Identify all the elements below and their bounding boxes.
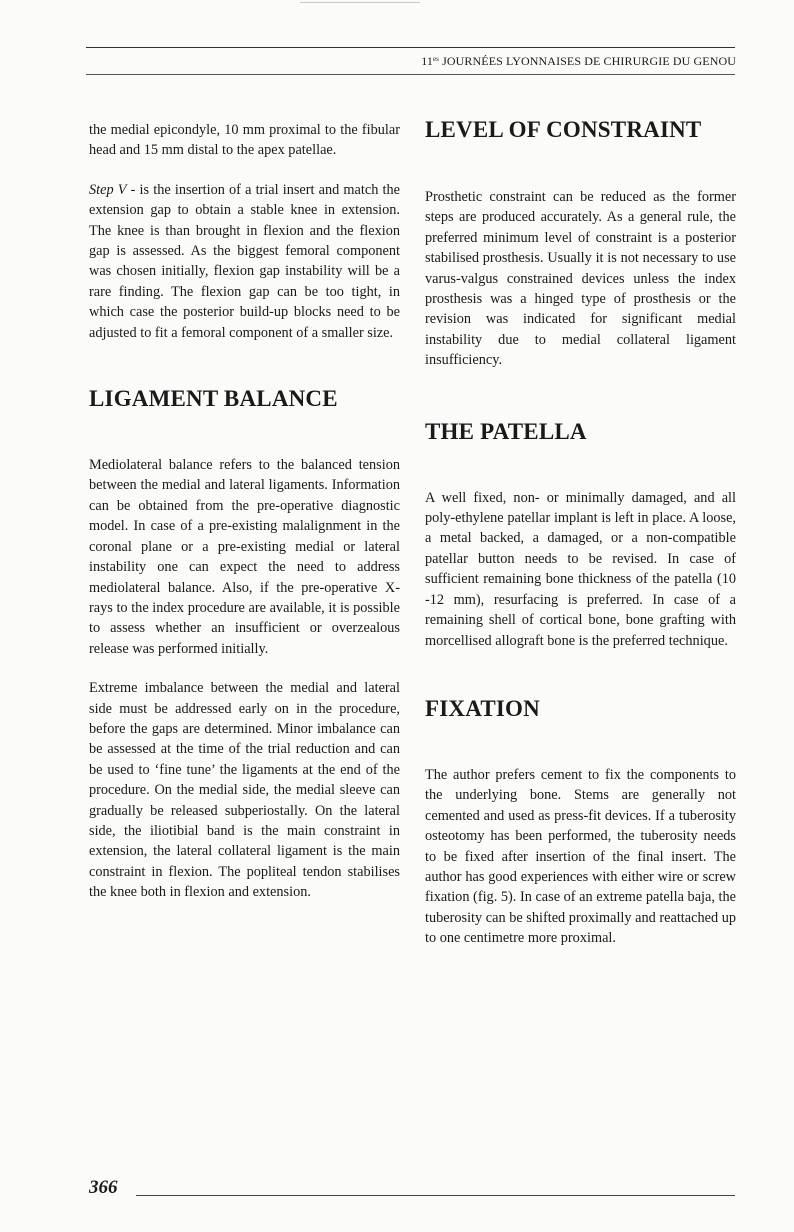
step-v-text: - is the insertion of a trial insert and match the extension gap to obtain a stable knee in extension. The knee is than brought in flexion and the flexion gap is assessed. As the biggest femoral component was chosen initially, flexion gap instability will be a rare finding. The flexion gap can be too tight, in which case the posterior build-up blocks need to be adjusted to fit a femoral component of a smaller size. xyxy=(89,181,400,341)
paragraph-patellar-implant: A well fixed, non- or minimally damaged, and all poly-ethylene patellar implant is left in place. A loose, a metal backed, a damaged, or a non-compatible patellar button needs to be revised. In case of sufficient remaining bone thickness of the patella (10 -12 mm), resurfacing is preferred. In case of a remaining shell of cortical bone, bone grafting with morcellised allograft bone is the preferred technique. xyxy=(425,489,736,649)
header-rule-top xyxy=(86,47,735,48)
heading-fixation: FIXATION xyxy=(425,695,540,721)
paragraph-mediolateral-balance: Mediolateral balance refers to the balanced tension between the medial and lateral ligaments. Information can be obtained from the pre-operative diagnostic model. In case of a pre-existing malalignment in the coronal plane or a pre-existing medial or lateral instability one can expect the need to address mediolateral balance. Also, if the pre-operative X-rays to the index procedure are available, it is possible to assess whether an insufficient or overzealous release was performed initially. xyxy=(89,457,400,657)
left-column xyxy=(89,120,400,903)
paragraph-step-v xyxy=(89,180,400,343)
paragraph-extreme-imbalance: Extreme imbalance between the medial and lateral side must be addressed early on in the procedure, before the gaps are determined. Minor imbalance can be assessed at the time of the trial reduction and can be used to ‘fine tune’ the ligaments at the end of the procedure. On the medial side, the medial sleeve can gradually be released subperiostally. On the lateral side, the iliotibial band is the main constraint in extension, the lateral collateral ligament is the main constraint in flexion. The popliteal tendon stabilises the knee both in flexion and extension. xyxy=(89,680,400,901)
heading-ligament-balance: LIGAMENT BALANCE xyxy=(89,386,338,412)
paragraph-epicondyle: the medial epicondyle, 10 mm proximal to the fibular head and 15 mm distal to the apex patellae. xyxy=(89,122,400,159)
running-head xyxy=(421,54,736,69)
header-rule-bottom xyxy=(86,74,735,75)
running-head-superscript: es xyxy=(432,55,439,63)
paragraph-prosthetic-constraint: Prosthetic constraint can be reduced as the former steps are produced accurately. As a general rule, the preferred minimum level of constraint is a posterior stabilised prosthesis. Usually it is not necessary to use varus-valgus constrained devices unless the index prosthesis was a hinged type of prosthesis or the revision was indicated for significant medial instability due to medial collateral ligament insufficiency. xyxy=(425,189,736,369)
top-faint-rule xyxy=(300,2,420,3)
heading-level-of-constraint: LEVEL OF CONSTRAINT xyxy=(425,117,702,142)
heading-the-patella: THE PATELLA xyxy=(425,418,587,444)
paragraph-cement-fixation: The author prefers cement to fix the components to the underlying bone. Stems are generally not cemented and used as press-fit devices. If a tuberosity osteotomy has been performed, the tuberosity needs to be fixed after insertion of the final insert. The author has good experiences with either wire or screw fixation (fig. 5). In case of an extreme patella baja, the tuberosity can be shifted proximally and reattached up to one centimetre more proximal. xyxy=(425,766,736,947)
footer-rule xyxy=(136,1195,735,1196)
page-number: 366 xyxy=(89,1177,118,1198)
running-head-title: JOURNÉES LYONNAISES DE CHIRURGIE DU GENOU xyxy=(439,54,736,68)
right-column xyxy=(425,116,736,949)
step-v-label: Step V xyxy=(89,181,127,198)
running-head-number: 11 xyxy=(421,54,433,68)
